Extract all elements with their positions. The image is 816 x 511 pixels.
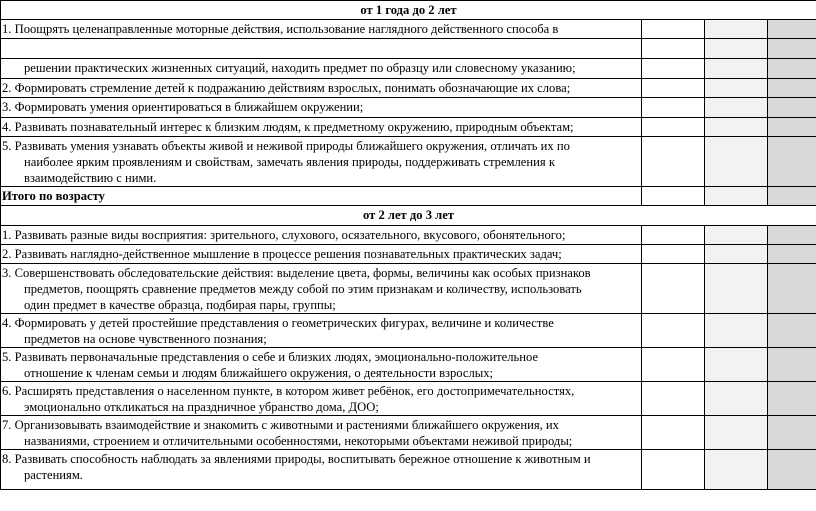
- criterion-row: [0, 97, 816, 117]
- criterion-text-cell: [0, 118, 641, 136]
- score-cell-1[interactable]: [641, 187, 704, 205]
- score-cell-2[interactable]: [704, 264, 767, 313]
- criterion-text-cell: [0, 264, 641, 313]
- blank-row: [0, 38, 816, 58]
- total-label: Итого по возрасту: [2, 189, 105, 203]
- score-cell-1[interactable]: [641, 264, 704, 313]
- score-cell-1[interactable]: [641, 382, 704, 415]
- section-heading: от 1 года до 2 лет: [360, 3, 457, 17]
- criterion-text-cell: [0, 59, 641, 78]
- criterion-line: решении практических жизненных ситуаций, находить предмет по образцу или словесному указанию;: [24, 61, 576, 75]
- score-cell-1[interactable]: [641, 245, 704, 263]
- criterion-line: 4. Развивать познавательный интерес к близким людям, к предметному окружению, природным объектам;: [2, 120, 574, 134]
- criterion-text: [2, 227, 637, 243]
- criterion-line: 2. Развивать наглядно-действенное мышление в процессе решения познавательных практических задач;: [2, 247, 562, 261]
- score-cell-1[interactable]: [641, 79, 704, 97]
- criterion-row: [0, 415, 816, 449]
- criterion-line: 4. Формировать у детей простейшие представления о геометрических фигурах, величине и количестве: [2, 316, 554, 330]
- criterion-line: 7. Организовывать взаимодействие и знакомить с животными и растениями ближайшего окружения, их: [2, 418, 559, 432]
- criterion-line: 1. Развивать разные виды восприятия: зрительного, слухового, осязательного, вкусового, обонятельного;: [2, 228, 566, 242]
- score-cell-3[interactable]: [767, 226, 816, 244]
- score-cell-3[interactable]: [767, 59, 816, 78]
- age-section-heading-row: [0, 205, 816, 225]
- criterion-line: 8. Развивать способность наблюдать за явлениями природы, воспитывать бережное отношение к животным и: [2, 452, 591, 466]
- criterion-line: один предмет в качестве образца, подбирая пары, группы;: [24, 298, 336, 312]
- score-cell-3[interactable]: [767, 382, 816, 415]
- criterion-line: растениям.: [24, 468, 83, 482]
- criterion-row: [0, 263, 816, 313]
- score-cell-2[interactable]: [704, 245, 767, 263]
- score-cell-3[interactable]: [767, 137, 816, 186]
- score-cell-2[interactable]: [704, 348, 767, 381]
- score-cell-3[interactable]: [767, 79, 816, 97]
- score-cell-3[interactable]: [767, 348, 816, 381]
- score-cell-1[interactable]: [641, 450, 704, 489]
- score-cell-1[interactable]: [641, 348, 704, 381]
- score-cell-3[interactable]: [767, 187, 816, 205]
- criterion-line: эмоционально откликаться на праздничное убранство дома, ДОО;: [24, 400, 379, 414]
- criterion-text: [2, 417, 637, 449]
- criterion-text-cell: [0, 245, 641, 263]
- criterion-line: взаимодействию с ними.: [24, 171, 157, 185]
- score-cell-3[interactable]: [767, 98, 816, 117]
- score-cell-1[interactable]: [641, 137, 704, 186]
- criterion-row: [0, 19, 816, 38]
- criterion-row: [0, 449, 816, 490]
- criterion-text: [2, 60, 637, 76]
- criterion-line: 5. Развивать первоначальные представления о себе и близких людях, эмоционально-положительное: [2, 350, 539, 364]
- score-cell-1[interactable]: [641, 39, 704, 58]
- criterion-line: 3. Совершенствовать обследовательские действия: выделение цвета, формы, величины как особых признаков: [2, 266, 591, 280]
- criterion-line: 2. Формировать стремление детей к подражанию действиям взрослых, понимать обозначающие их слова;: [2, 81, 571, 95]
- score-cell-1[interactable]: [641, 118, 704, 136]
- score-cell-1[interactable]: [641, 416, 704, 449]
- score-cell-2[interactable]: [704, 79, 767, 97]
- criterion-row: [0, 313, 816, 347]
- score-cell-3[interactable]: [767, 314, 816, 347]
- criterion-text: [2, 383, 637, 415]
- score-cell-3[interactable]: [767, 118, 816, 136]
- criterion-text-cell: [0, 137, 641, 186]
- criterion-text: [2, 265, 637, 313]
- criterion-row: [0, 244, 816, 263]
- criterion-line: предметов на основе чувственного познания;: [24, 332, 267, 346]
- criterion-row: [0, 381, 816, 415]
- score-cell-1[interactable]: [641, 98, 704, 117]
- criterion-row: [0, 225, 816, 244]
- criterion-line: 6. Расширять представления о населенном пункте, в котором живет ребёнок, его достопримечательностях,: [2, 384, 575, 398]
- criterion-text: [2, 99, 637, 115]
- score-cell-2[interactable]: [704, 59, 767, 78]
- criterion-text-cell: [0, 39, 641, 58]
- criterion-text-cell: [0, 348, 641, 381]
- criterion-text-cell: [0, 382, 641, 415]
- section-heading-cell: [0, 1, 816, 19]
- criterion-text: [2, 246, 637, 262]
- age-total-row: [0, 186, 816, 205]
- criterion-text: [2, 119, 637, 135]
- score-cell-2[interactable]: [704, 187, 767, 205]
- criterion-text-cell: [0, 450, 641, 489]
- criterion-line: названиями, строением и отличительными особенностями, некоторыми объектами неживой природы;: [24, 434, 573, 448]
- score-cell-2[interactable]: [704, 314, 767, 347]
- criterion-row: [0, 136, 816, 186]
- score-cell-3[interactable]: [767, 264, 816, 313]
- criterion-line: 1. Поощрять целенаправленные моторные действия, использование наглядного действенного способа в: [2, 22, 559, 36]
- score-cell-3[interactable]: [767, 245, 816, 263]
- score-cell-2[interactable]: [704, 416, 767, 449]
- score-cell-1[interactable]: [641, 59, 704, 78]
- score-cell-3[interactable]: [767, 416, 816, 449]
- criterion-row: [0, 58, 816, 78]
- criterion-text-cell: [0, 416, 641, 449]
- score-cell-3[interactable]: [767, 39, 816, 58]
- criterion-line: предметов, поощрять сравнение предметов между собой по этим признакам и количеству, использовать: [24, 282, 582, 296]
- criterion-text: [2, 138, 637, 186]
- score-cell-2[interactable]: [704, 382, 767, 415]
- score-cell-2[interactable]: [704, 450, 767, 489]
- score-cell-2[interactable]: [704, 39, 767, 58]
- score-cell-2[interactable]: [704, 20, 767, 38]
- score-cell-2[interactable]: [704, 98, 767, 117]
- criterion-text-cell: [0, 20, 641, 38]
- section-heading-cell: [0, 206, 816, 225]
- criterion-text: [2, 451, 637, 483]
- criterion-text: [2, 315, 637, 347]
- criterion-text-cell: [0, 314, 641, 347]
- score-cell-1[interactable]: [641, 20, 704, 38]
- criterion-line: 5. Развивать умения узнавать объекты живой и неживой природы ближайшего окружения, отличать их по: [2, 139, 570, 153]
- score-cell-1[interactable]: [641, 314, 704, 347]
- age-section-heading-row: [0, 0, 816, 19]
- criterion-text-cell: [0, 79, 641, 97]
- criterion-text: [2, 80, 637, 96]
- criterion-text-cell: [0, 98, 641, 117]
- criterion-row: [0, 78, 816, 97]
- criterion-line: наиболее ярким проявлениям и свойствам, замечать явления природы, поддерживать стремления к: [24, 155, 555, 169]
- score-cell-1[interactable]: [641, 226, 704, 244]
- criterion-row: [0, 117, 816, 136]
- criterion-text-cell: [0, 226, 641, 244]
- criterion-text: [2, 21, 637, 37]
- criterion-line: отношение к членам семьи и людям ближайшего окружения, о деятельности взрослых;: [24, 366, 494, 380]
- score-cell-2[interactable]: [704, 226, 767, 244]
- criterion-row: [0, 347, 816, 381]
- total-label-cell: [0, 187, 641, 205]
- section-heading: от 2 лет до 3 лет: [362, 208, 454, 222]
- criterion-text: [2, 349, 637, 381]
- score-cell-3[interactable]: [767, 450, 816, 489]
- criterion-line: 3. Формировать умения ориентироваться в ближайшем окружении;: [2, 100, 364, 114]
- score-cell-2[interactable]: [704, 137, 767, 186]
- score-cell-3[interactable]: [767, 20, 816, 38]
- score-cell-2[interactable]: [704, 118, 767, 136]
